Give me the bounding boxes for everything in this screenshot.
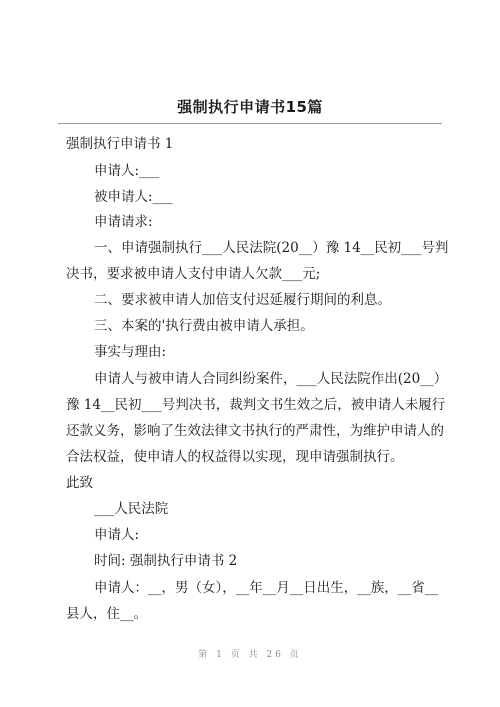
- time-line: 时间: 强制执行申请书 2: [94, 553, 238, 569]
- facts-line-4: 合法权益，使申请人的权益得以实现，现申请强制执行。: [66, 449, 404, 465]
- document-title: 强制执行申请书15篇: [177, 98, 323, 116]
- facts-line-1: 申请人与被申请人合同纠纷案件，___人民法院作出(20__）: [94, 371, 448, 387]
- request-item-2: 二、要求被申请人加倍支付迟延履行期间的利息。: [94, 292, 391, 308]
- request-header: 申请请求:: [94, 214, 153, 230]
- court-line: ___人民法院: [94, 501, 169, 517]
- request-item-1: 一、申请强制执行___人民法院(20__）豫 14__民初___号判: [94, 240, 449, 256]
- next-applicant-cont: 县人，住__。: [66, 606, 147, 622]
- next-applicant-line: 申请人：__，男（女），__年__月__日出生，__族，__省__: [94, 580, 439, 596]
- page-number: 第 1 页 共 26 页: [198, 650, 302, 660]
- title-divider: [58, 123, 442, 124]
- facts-header: 事实与理由:: [94, 344, 167, 360]
- facts-line-3: 还款义务，影响了生效法律文书执行的严肃性，为维护申请人的: [66, 423, 444, 439]
- request-item-3: 三、本案的'执行费由被申请人承担。: [94, 318, 314, 334]
- closing-line: 此致: [66, 475, 93, 491]
- facts-line-2: 豫 14__民初___号判决书，裁判文书生效之后，被申请人未履行: [66, 397, 446, 413]
- signature-applicant: 申请人:: [94, 527, 140, 543]
- applicant-line: 申请人:___: [94, 163, 160, 179]
- section-heading: 强制执行申请书 1: [66, 136, 174, 152]
- request-item-1-cont: 决书，要求被申请人支付申请人欠款___元;: [66, 266, 321, 282]
- respondent-line: 被申请人:___: [94, 189, 173, 205]
